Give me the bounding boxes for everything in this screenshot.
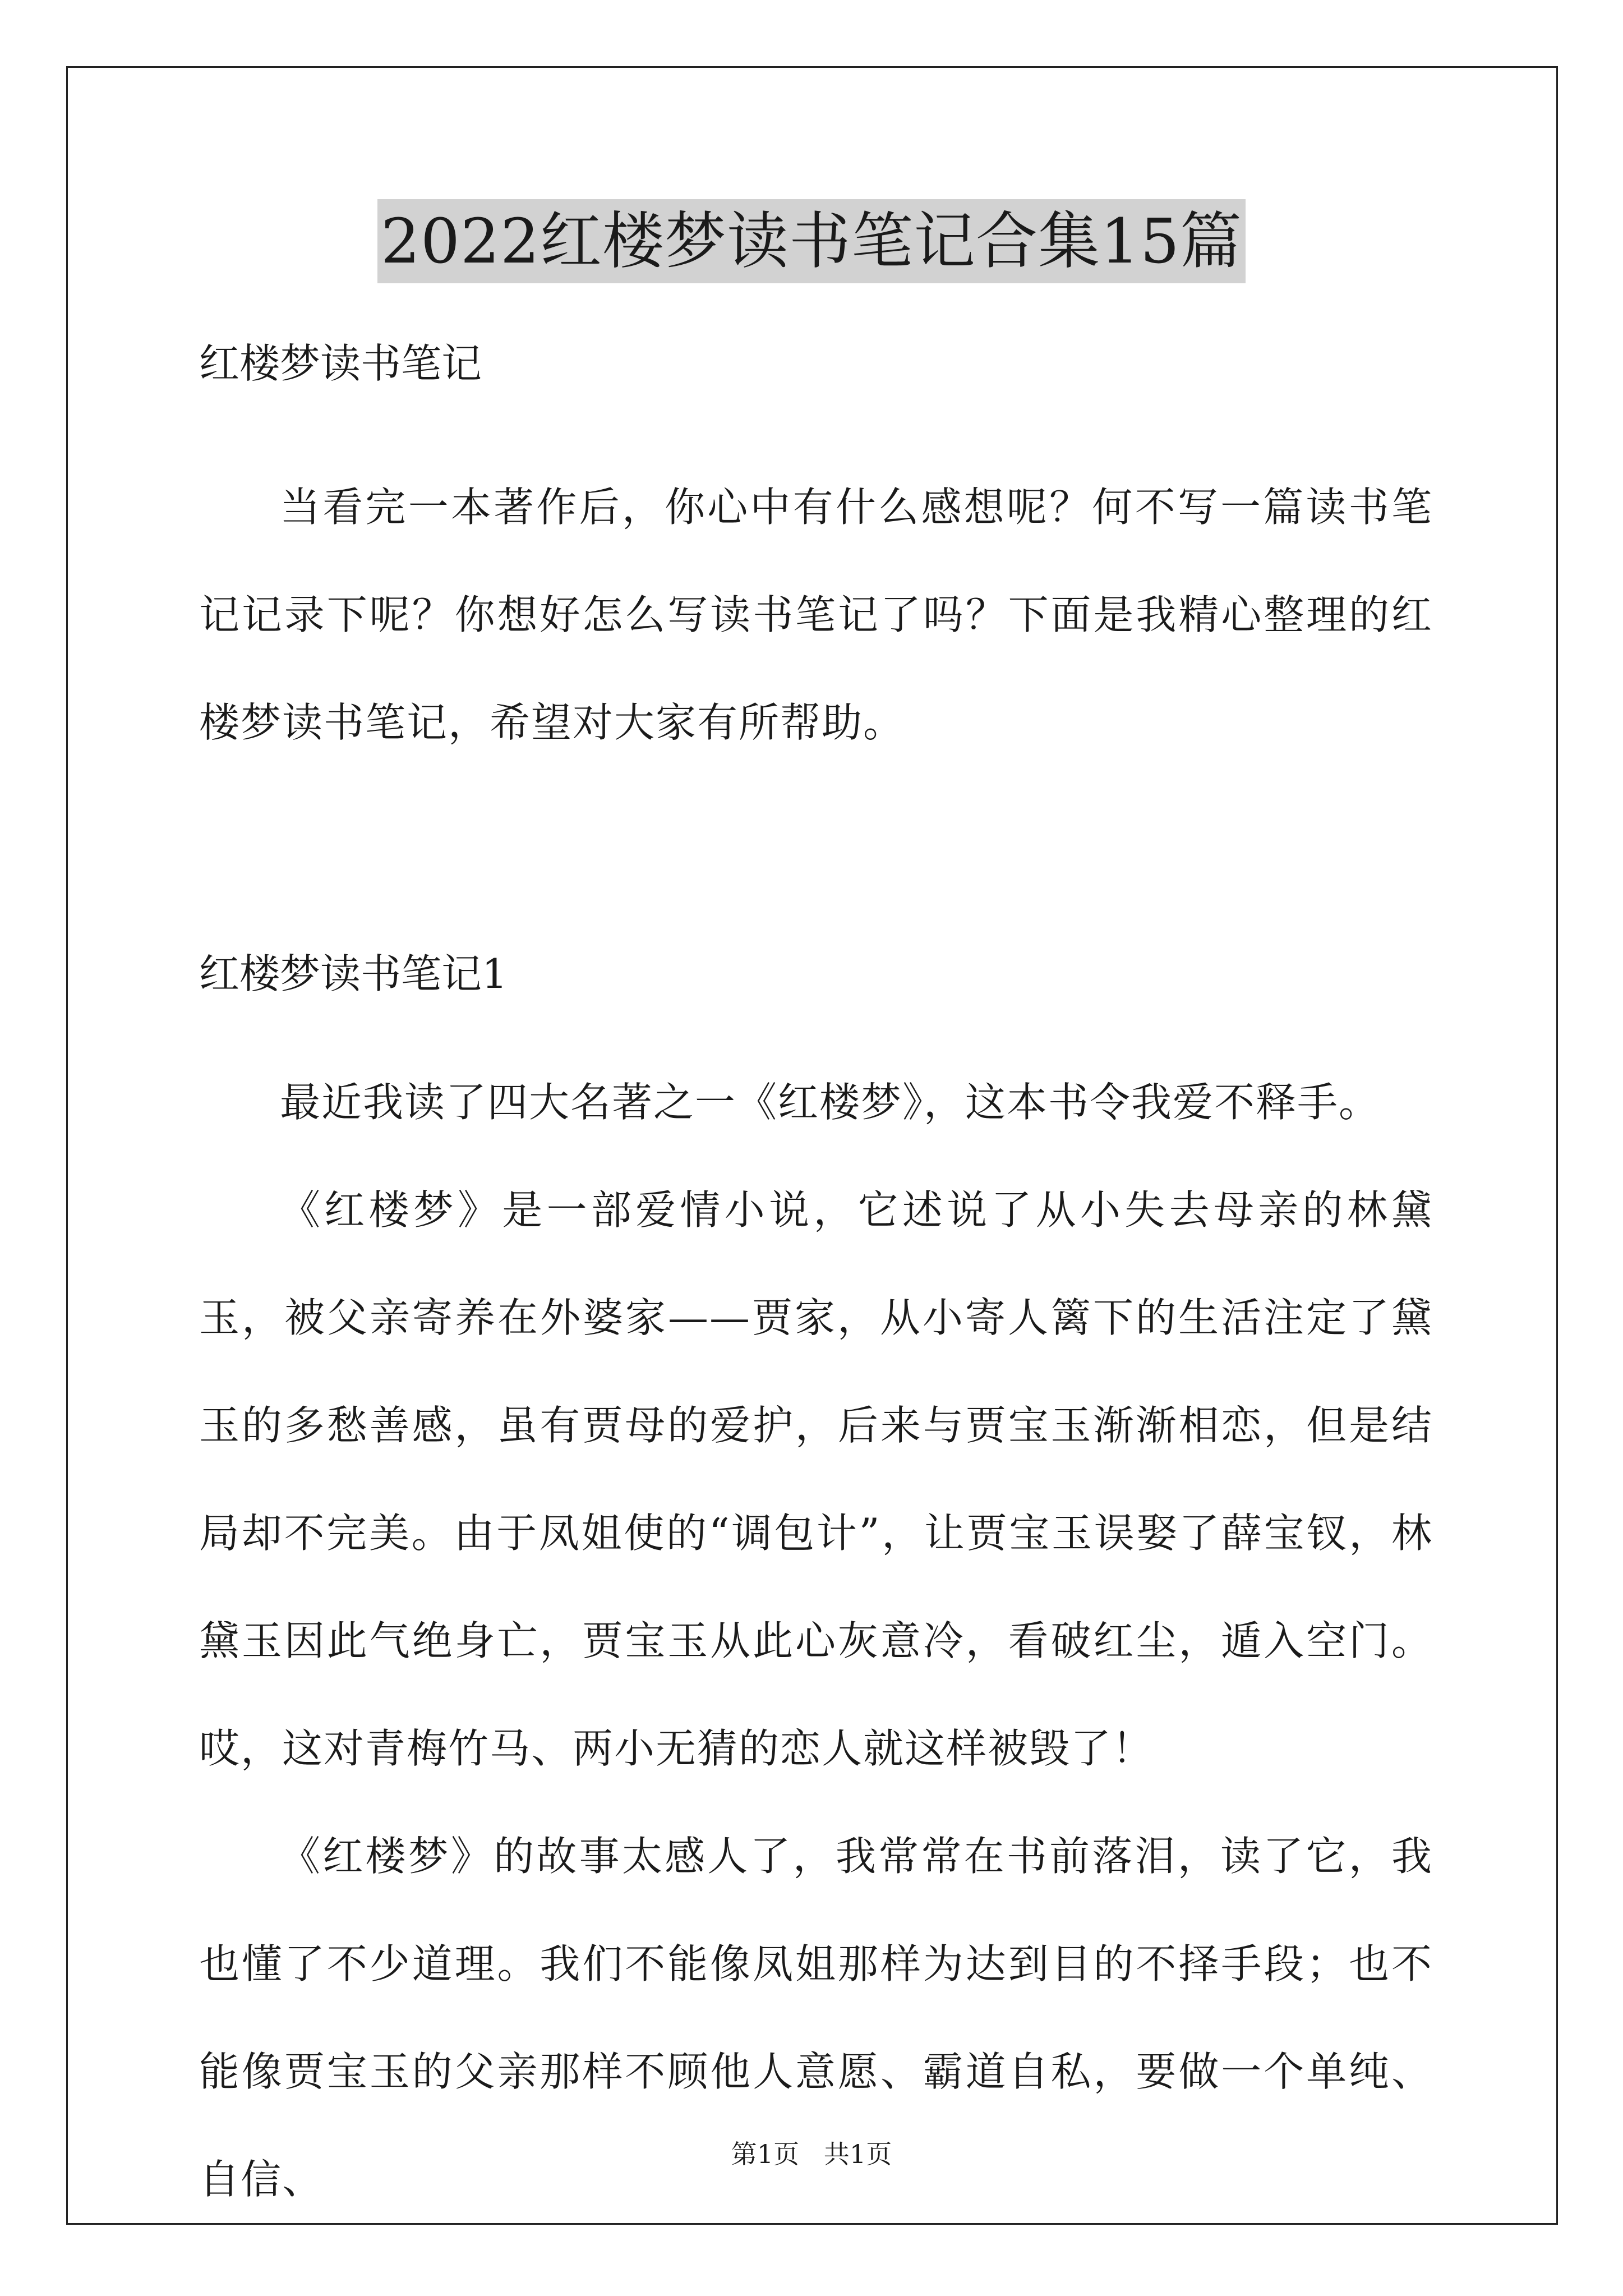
title-container	[0, 199, 1623, 283]
document-body	[199, 337, 1433, 2233]
paragraph: 最近我读了四大名著之一《红楼梦》，这本书令我爱不释手。	[280, 1079, 1381, 1126]
section-heading: 红楼梦读书笔记1	[199, 950, 508, 997]
paragraph: 《红楼梦》的故事太感人了，我常常在书前落泪，读了它，我也懂了不少道理。我们不能像凤姐那样为达到目的不择手段；也不能像贾宝玉的父亲那样不顾他人意愿、霸道自私，要做一个单纯、自信、	[199, 1833, 1433, 2203]
document-title: 2022红楼梦读书笔记合集15篇	[377, 199, 1246, 283]
paragraph: 《红楼梦》是一部爱情小说，它述说了从小失去母亲的林黛玉，被父亲寄养在外婆家——贾家，从小寄人篱下的生活注定了黛玉的多愁善感，虽有贾母的爱护，后来与贾宝玉渐渐相恋，但是结局却不完美。由于凤姐使的“调包计”，让贾宝玉误娶了薛宝钗，林黛玉因此气绝身亡，贾宝玉从此心灰意冷，看破红尘，遁入空门。哎，这对青梅竹马、两小无猜的恋人就这样被毁了！	[199, 1186, 1433, 1772]
paragraph: 当看完一本著作后，你心中有什么感想呢？何不写一篇读书笔记记录下呢？你想好怎么写读书笔记了吗？下面是我精心整理的红楼梦读书笔记，希望对大家有所帮助。	[199, 484, 1433, 746]
page-footer: 第1页 共1页	[731, 2139, 892, 2169]
section-heading: 红楼梦读书笔记	[199, 340, 482, 387]
